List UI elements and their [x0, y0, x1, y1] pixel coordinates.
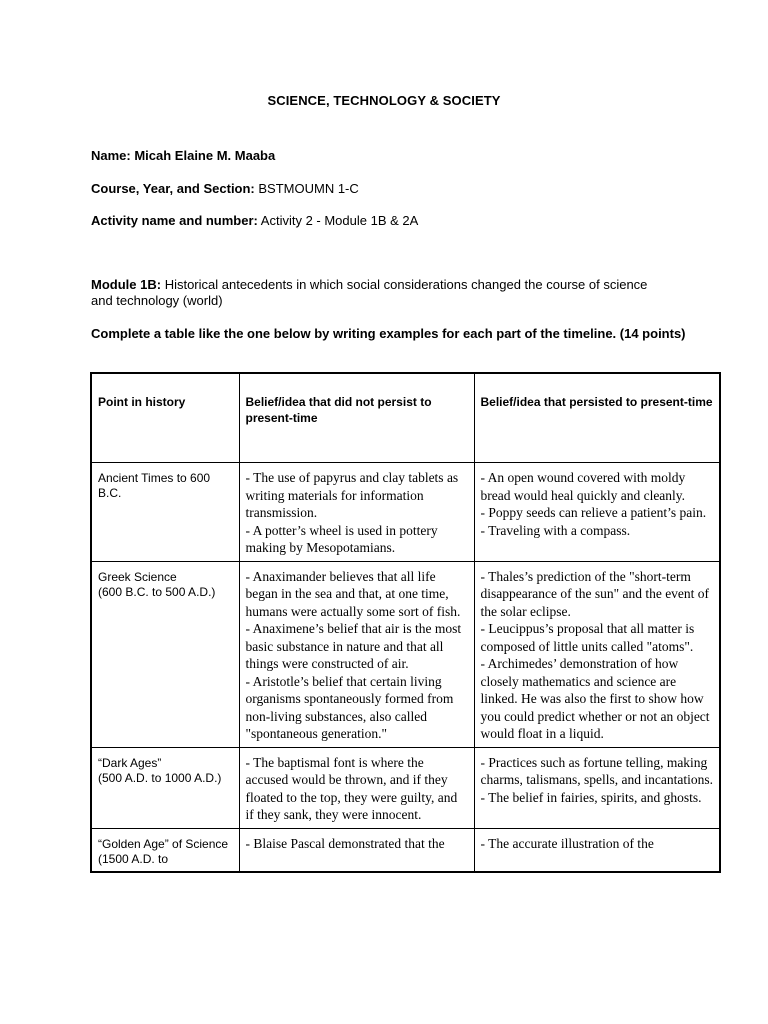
- timeline-table: [90, 372, 721, 873]
- name-field: [91, 148, 275, 163]
- module-paragraph: [91, 277, 651, 309]
- persisted-cell: [474, 463, 720, 562]
- list-item: - Practices such as fortune telling, making charms, talismans, spells, and incantations.: [480, 754, 713, 787]
- period-range: (600 B.C. to 500 A.D.): [98, 584, 216, 599]
- module-label: Module 1B:: [91, 277, 162, 292]
- instruction-text: Complete a table like the one below by writing examples for each part of the timeline. (14 points): [91, 326, 686, 341]
- period-text: “Golden Age” of Science (1500 A.D. to: [98, 836, 229, 866]
- list-item: - An open wound covered with moldy bread would heal quickly and cleanly.: [480, 470, 686, 503]
- period-text: Ancient Times to 600 B.C.: [98, 471, 211, 500]
- table-row: [91, 828, 720, 872]
- list-item: - Leucippus’s proposal that all matter is composed of little units called "atoms".: [480, 621, 695, 654]
- header-point-in-history: Point in history: [91, 373, 239, 463]
- header-not-persisted: Belief/idea that did not persist to present-time: [239, 373, 474, 463]
- table-row: [91, 747, 720, 828]
- list-item: - Blaise Pascal demonstrated that the: [245, 835, 445, 851]
- period-range: (500 A.D. to 1000 A.D.): [98, 770, 222, 785]
- table-row: [91, 561, 720, 747]
- period-cell: [91, 828, 239, 872]
- period-cell: [91, 747, 239, 828]
- list-item: - Anaximene’s belief that air is the most basic substance in nature and that all things were constructed of air.: [245, 621, 462, 671]
- list-item: - The belief in fairies, spirits, and ghosts.: [480, 789, 702, 805]
- not-persisted-cell: [239, 828, 474, 872]
- course-value: BSTMOUMN 1-C: [258, 181, 359, 196]
- module-text: Historical antecedents in which social considerations changed the course of science and technology (world): [91, 277, 648, 308]
- list-item: - Aristotle’s belief that certain living organisms spontaneously formed from non-living substances, also called "spontaneous generation.": [245, 673, 454, 741]
- list-item: - The use of papyrus and clay tablets as writing materials for information transmission.: [245, 470, 459, 520]
- name-label: Name: Micah Elaine M. Maaba: [91, 148, 276, 163]
- activity-value: Activity 2 - Module 1B & 2A: [260, 213, 419, 228]
- period-text: “Dark Ages”: [98, 755, 162, 770]
- activity-label: Activity name and number:: [91, 213, 258, 228]
- table-row: [91, 463, 720, 562]
- list-item: - Poppy seeds can relieve a patient’s pain.: [480, 505, 707, 520]
- not-persisted-cell: [239, 561, 474, 747]
- course-label: Course, Year, and Section:: [91, 181, 255, 196]
- period-cell: [91, 463, 239, 562]
- table-header-row: [91, 373, 720, 463]
- period-text: Greek Science: [98, 569, 177, 584]
- persisted-cell: [474, 747, 720, 828]
- list-item: - The accurate illustration of the: [480, 835, 654, 851]
- document-title: SCIENCE, TECHNOLOGY & SOCIETY: [267, 93, 501, 108]
- list-item: - A potter’s wheel is used in pottery making by Mesopotamians.: [245, 522, 438, 555]
- not-persisted-cell: [239, 747, 474, 828]
- period-cell: [91, 561, 239, 747]
- course-field: [91, 181, 359, 196]
- header-persisted: Belief/idea that persisted to present-time: [474, 373, 720, 463]
- list-item: - Anaximander believes that all life began in the sea and that, at one time, humans were actually some sort of fish.: [245, 568, 461, 619]
- list-item: - Traveling with a compass.: [480, 522, 631, 538]
- not-persisted-cell: [239, 463, 474, 562]
- list-item: - Archimedes’ demonstration of how closely mathematics and science are linked. He was also the first to show how you could predict whether or not an object would float in a liquid.: [480, 656, 710, 741]
- list-item: - The baptismal font is where the accused would be thrown, and if they floated to the top, they were guilty, and if they sank, they were innocent.: [245, 754, 458, 822]
- list-item: - Thales’s prediction of the "short-term disappearance of the sun" and the event of the solar eclipse.: [480, 568, 710, 619]
- activity-field: [91, 213, 418, 228]
- persisted-cell: [474, 828, 720, 872]
- persisted-cell: [474, 561, 720, 747]
